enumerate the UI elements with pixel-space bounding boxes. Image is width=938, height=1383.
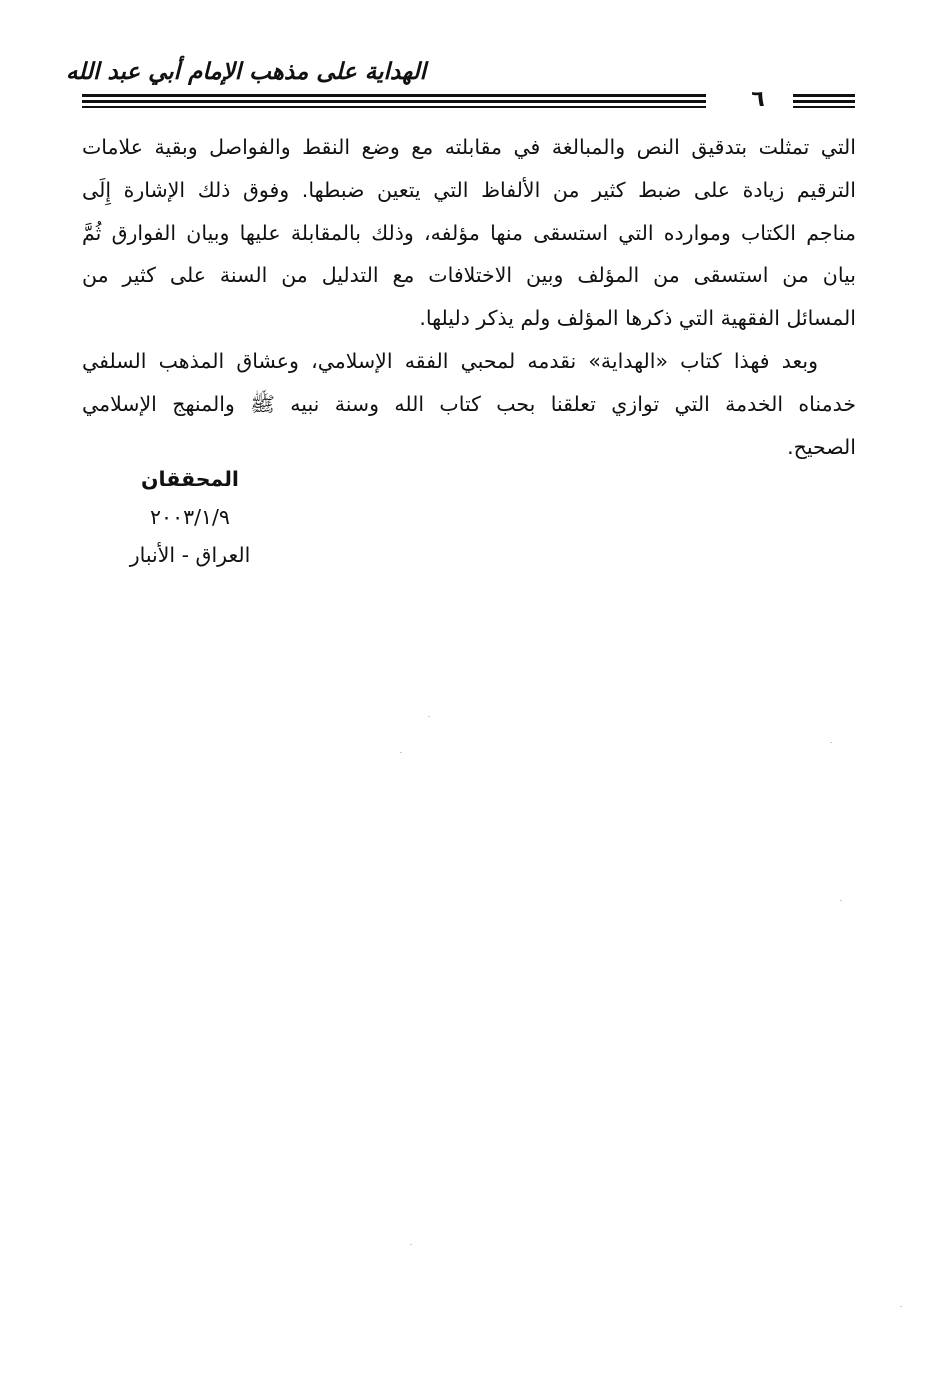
text-line: بيان من استسقى من المؤلف وبين الاختلافات مع التدليل من السنة على كثير من bbox=[82, 263, 856, 288]
scan-speck bbox=[900, 1306, 902, 1307]
text-line: المسائل الفقهية التي ذكرها المؤلف ولم يذكر دليلها. bbox=[419, 306, 856, 331]
header-rule bbox=[82, 94, 706, 97]
running-header-title: الهداية على مذهب الإمام أبي عبد الله bbox=[66, 59, 426, 85]
signature-date: ٢٠٠٣/١/٩ bbox=[150, 505, 230, 529]
text-line: الترقيم زيادة على ضبط كثير من الألفاظ التي يتعين ضبطها. وفوق ذلك الإشارة إِلَى bbox=[82, 177, 856, 202]
scan-speck bbox=[410, 1244, 412, 1245]
signature-title: المحققان bbox=[141, 467, 239, 491]
signature-block bbox=[110, 460, 270, 574]
header-rule bbox=[82, 106, 706, 108]
page-number: ٦ bbox=[751, 87, 765, 112]
text-line: الصحيح. bbox=[787, 434, 856, 459]
body-text bbox=[82, 126, 856, 468]
header-rule bbox=[793, 106, 855, 108]
header-rule bbox=[793, 100, 855, 103]
text-line: التي تمثلت بتدقيق النص والمبالغة في مقابلته مع وضع النقط والفواصل وبقية علامات bbox=[82, 135, 856, 159]
header-rule bbox=[793, 94, 855, 97]
signature-place: العراق - الأنبار bbox=[129, 543, 251, 567]
text-line: وبعد فهذا كتاب «الهداية» نقدمه لمحبي الفقه الإسلامي، وعشاق المذهب السلفي bbox=[82, 348, 818, 373]
text-line: مناجم الكتاب وموارده التي استسقى منها مؤلفه، وذلك بالمقابلة عليها وبيان الفوارق ثُمَّ bbox=[82, 220, 856, 245]
header-rule bbox=[82, 100, 706, 103]
scan-speck bbox=[840, 900, 842, 901]
text-line: خدمناه الخدمة التي توازي تعلقنا بحب كتاب الله وسنة نبيه ﷺ والمنهج الإسلامي bbox=[82, 391, 856, 416]
scan-speck bbox=[400, 752, 402, 753]
scan-speck bbox=[428, 716, 430, 717]
scan-speck bbox=[830, 742, 832, 743]
